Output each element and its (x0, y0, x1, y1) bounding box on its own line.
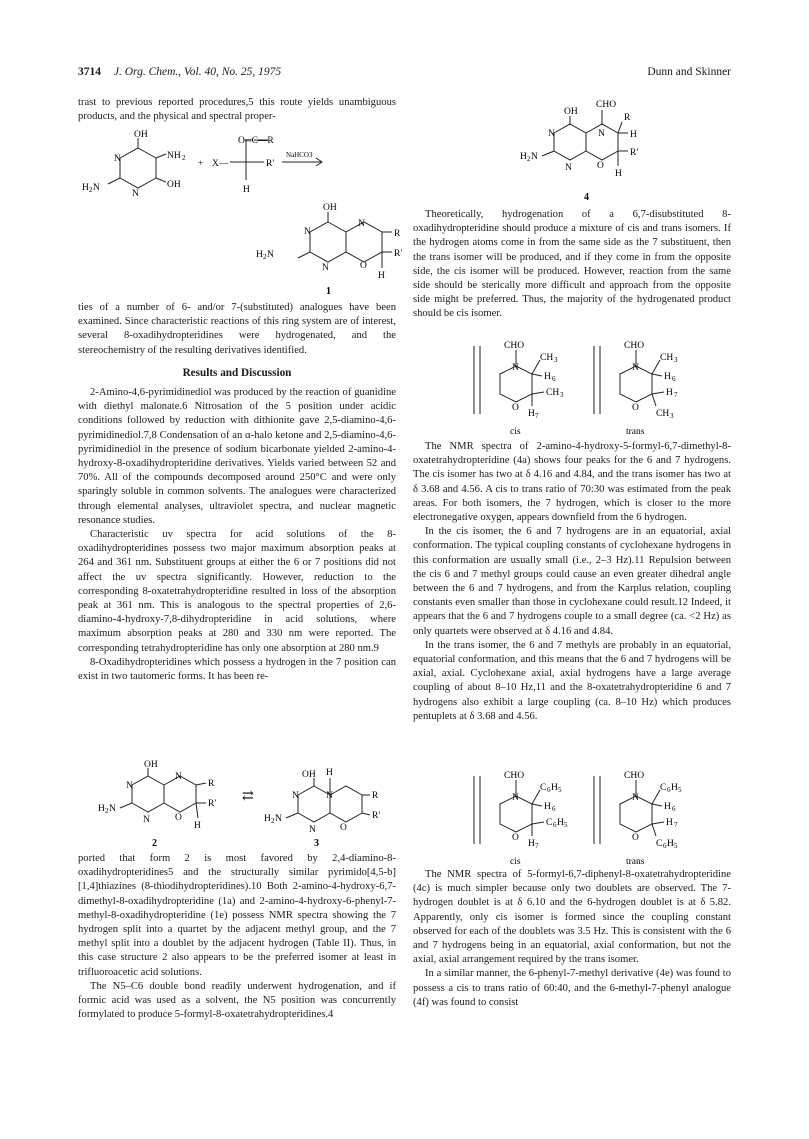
svg-text:NH: NH (167, 151, 181, 161)
svg-text:5: 5 (678, 786, 682, 794)
paragraph-cis-conformation: In the cis isomer, the 6 and 7 hydrogens are in an equatorial, axial conformation. The typical coupling constants of cyclohexane hydrogens in this conformation are usually small (i.e., 2–3 Hz).11 Repulsion between the cis 6 and 7 methyl groups could cause an even greater dihedral angle between the 6 and 7 hydrogens, and from the Karplus relation, coupling constants even smaller than those in cyclohexane could result.12 Indeed, it appears that the 6 and 7 hydrogens couple to a small degree (ca. <2 Hz) as only quartets were observed at δ 4.16 and 4.84. (413, 526, 731, 637)
svg-text:C: C (660, 783, 667, 793)
cis-caption-ph: cis (510, 857, 521, 867)
svg-text:5: 5 (564, 821, 568, 829)
svg-text:N: N (632, 793, 639, 803)
svg-text:3: 3 (674, 356, 678, 364)
reagent-label: NaHCO3 (286, 151, 313, 159)
svg-text:H: H (264, 814, 271, 824)
svg-text:H: H (243, 185, 250, 195)
svg-text:H: H (528, 409, 535, 419)
cis-caption-me: cis (510, 427, 521, 437)
page-number: 3714 (78, 66, 101, 78)
svg-text:2: 2 (527, 155, 531, 163)
equilibrium-arrow: ⇄ (242, 789, 254, 804)
svg-text:R′: R′ (394, 249, 403, 259)
svg-text:6: 6 (663, 842, 667, 850)
svg-text:6: 6 (672, 805, 676, 813)
paragraph-cis-trans-theory: Theoretically, hydrogenation of a 6,7-disubstituted 8-oxadihydropteridine should produce a mixture of cis and trans isomers. If the hydrogen atoms come in from the same side as the 7 substituent, then the trans isomer will be produced, and if they come in from the opposite side, the cis isomer will be produced. However, reaction from the same side should be sterically more difficult and approach from the opposite side might be preferred. Thus, the majority of the hydrogenated product should be cis isomer. (413, 209, 731, 320)
paragraph-tautomers: 8-Oxadihydropteridines which possess a hydrogen in the 7 position can exist in two tautomeric forms. It has been re- (78, 656, 396, 683)
paragraph-uv-spectra: Characteristic uv spectra for acid solutions of the 8-oxadihydropteridines possess two major maximum absorption peaks at 264 and 361 nm. Substituent groups at either the 6 or 7 positions did not affect the uv spectra significantly. However, reduction to the corresponding 8-oxatetrahydropteridine resulted in loss of the absorption peak at 361 nm. This is analogous to the spectral properties of 2,6-diamino-4-hydroxy-7,8-dihydropteridine in acid solutions, where maximum absorption peaks at 280 and 330 nm were reported. The corresponding tetrahydropteridine has only one absorption at 280 nm.9 (78, 529, 396, 654)
svg-text:N: N (632, 363, 639, 373)
right-column (413, 208, 731, 322)
intro-paragraph: trast to previous reported procedures,5 this route yields unambiguous products, and the physical and spectral proper- (78, 97, 396, 123)
svg-text:H: H (82, 183, 89, 193)
svg-text:6: 6 (667, 786, 671, 794)
svg-text:7: 7 (674, 391, 678, 399)
paragraph-synthesis: 2-Amino-4,6-pyrimidinediol was produced by the reaction of guanidine with diethyl malonate.6 Nitrosation of the 5 position under acidic conditions followed by reduction with dithionite gave 2,5-diamino-4,6-pyrimidinediol.7,8 Condensation of an α-halo ketone and 2,5-diamino-4,6-pyrimidinediol in the presence of sodium bicarbonate yielded 2-amino-4-hydroxy-8-oxadihydropteridine derivatives. Yields varied between 52 and 70%. All of the compounds decomposed around 250°C and were only sparingly soluble in common solvents. The analogues were characterized through elemental analyses, ultraviolet spectra, and nuclear magnetic resonance studies. (78, 387, 396, 526)
svg-text:N: N (512, 793, 519, 803)
svg-text:N: N (565, 163, 572, 173)
svg-text:R: R (624, 113, 631, 123)
svg-text:7: 7 (535, 842, 539, 850)
svg-text:O: O (512, 833, 519, 843)
authors-header: Dunn and Skinner (647, 66, 731, 78)
svg-text:O: O (632, 403, 639, 413)
svg-text:6: 6 (552, 805, 556, 813)
svg-text:3: 3 (554, 356, 558, 364)
svg-text:H: H (528, 839, 535, 849)
svg-text:H: H (194, 821, 201, 831)
svg-text:O: O (632, 833, 639, 843)
svg-text:7: 7 (674, 821, 678, 829)
svg-text:H: H (671, 783, 678, 793)
paragraph-hydrogenation: The N5–C6 double bond readily underwent hydrogenation, and if formic acid was used as a solvent, the N5 position was concurrently formylated to produce 5-formyl-8-oxatetrahydropteridines.4 (78, 980, 396, 1021)
svg-text:3: 3 (670, 412, 674, 420)
synthesis-scheme (78, 130, 403, 298)
svg-text:N: N (143, 815, 150, 825)
tautomer-scheme (78, 758, 398, 850)
compound-label-3: 3 (314, 838, 319, 849)
svg-text:O: O (340, 823, 347, 833)
paragraph-form-2: ported that form 2 is most favored by 2,4-diamino-8-oxadihydropteridines5 and the structurally similar pyrimido[4,5-b][1,4]thiazines (8-thiodihydropteridines).10 Both 2-amino-4-hydroxy-6,7-dimethyl-8-oxadihydropteridine (1a) and 2-amino-4-hydroxy-6-phenyl-7-methyl-8-oxadihydropteridine (1e) possess NMR spectra showing the 7 hydrogen split into a quartet by the adjacent methyl group, and the 7 methyl split into a doublet by the adjacent hydrogen (Table II). Thus, in this case structure 2 also appears to be the preferred isomer at least in trifluoroacetic acid solutions. (78, 853, 396, 978)
right-column-mid (413, 440, 731, 724)
svg-text:2: 2 (105, 807, 109, 815)
svg-text:N: N (548, 129, 555, 139)
compound-label-1: 1 (326, 286, 331, 297)
svg-text:O═C—R: O═C—R (238, 136, 274, 146)
trans-caption-me: trans (626, 427, 645, 437)
svg-text:H: H (630, 130, 637, 140)
svg-text:OH: OH (564, 107, 578, 117)
svg-text:CHO: CHO (504, 341, 525, 351)
svg-text:O: O (360, 261, 367, 271)
svg-text:N: N (531, 152, 538, 162)
svg-text:N: N (598, 129, 605, 139)
svg-text:OH: OH (323, 203, 337, 213)
diphenyl-isomers (460, 768, 700, 868)
svg-text:R′: R′ (266, 159, 275, 169)
paragraph-4e-4f: In a similar manner, the 6-phenyl-7-methyl derivative (4e) was found to possess a cis to trans ratio of 60:40, and the 6-methyl-7-phenyl analogue (4f) was found to consist (413, 968, 731, 1008)
svg-text:CH: CH (660, 353, 674, 363)
journal-citation: J. Org. Chem., Vol. 40, No. 25, 1975 (113, 66, 282, 78)
svg-text:3: 3 (560, 391, 564, 399)
svg-text:H: H (378, 271, 385, 281)
svg-text:N: N (132, 189, 139, 199)
svg-text:OH: OH (144, 760, 158, 770)
compound-label-4: 4 (584, 192, 589, 203)
plus-sign: + (198, 159, 204, 169)
svg-text:C: C (546, 818, 553, 828)
svg-text:R′: R′ (208, 799, 217, 809)
svg-text:N: N (267, 250, 274, 260)
svg-text:2: 2 (271, 817, 275, 825)
svg-text:5: 5 (674, 842, 678, 850)
svg-text:R: R (372, 791, 379, 801)
paragraph-nmr-4c: The NMR spectra of 5-formyl-6,7-diphenyl-8-oxatetrahydropteridine (4c) is much simpler because only two doublets are observed. The 7-hydrogen doublet is at δ 6.10 and the 6-hydrogen doublet is at δ 5.82. Apparently, only cis isomer is formed since the coupling constant observed for each of the doublets was 3.5 Hz. This is consistent with the 6 and 7 hydrogens being in an equatorial, axial conformation, but not the axial, axial arrangement required by the trans isomer. (413, 869, 731, 966)
svg-text:2: 2 (89, 186, 93, 194)
svg-text:OH: OH (167, 180, 181, 190)
svg-text:N: N (292, 791, 299, 801)
svg-text:X—: X— (212, 159, 229, 169)
paragraph-properties: ties of a number of 6- and/or 7-(substituted) analogues have been examined. Since characteristic reactions of this ring system are of interest, several 8-oxadihydropteridines were hydrogenated, and the stereochemistry of the resulting derivatives identified. (78, 302, 396, 356)
svg-text:H: H (666, 818, 673, 828)
right-column-end (413, 868, 731, 1010)
svg-text:CH: CH (540, 353, 554, 363)
svg-text:H: H (98, 804, 105, 814)
svg-text:6: 6 (547, 786, 551, 794)
svg-text:O: O (512, 403, 519, 413)
svg-text:H: H (667, 839, 674, 849)
trans-caption-ph: trans (626, 857, 645, 867)
svg-text:H: H (326, 768, 333, 778)
svg-text:5: 5 (558, 786, 562, 794)
svg-text:CHO: CHO (624, 341, 645, 351)
svg-text:OH: OH (134, 130, 148, 140)
svg-text:N: N (304, 227, 311, 237)
svg-text:CHO: CHO (596, 100, 617, 110)
svg-text:N: N (93, 183, 100, 193)
svg-text:N: N (175, 772, 182, 782)
svg-text:N: N (126, 781, 133, 791)
dimethyl-isomers (460, 338, 700, 438)
svg-text:2: 2 (263, 253, 267, 261)
svg-text:H: H (664, 372, 671, 382)
svg-text:7: 7 (535, 412, 539, 420)
section-heading: Results and Discussion (182, 366, 292, 379)
svg-text:O: O (597, 161, 604, 171)
svg-text:N: N (114, 154, 121, 164)
svg-text:N: N (309, 825, 316, 835)
svg-text:R: R (394, 229, 401, 239)
svg-text:H: H (615, 169, 622, 179)
svg-text:C: C (540, 783, 547, 793)
compound-label-2: 2 (152, 838, 157, 849)
svg-text:H: H (544, 802, 551, 812)
left-column (78, 96, 396, 124)
running-header (78, 66, 281, 78)
svg-text:CH: CH (546, 388, 560, 398)
svg-text:H: H (551, 783, 558, 793)
svg-text:R′: R′ (372, 811, 381, 821)
svg-text:N: N (326, 791, 333, 801)
svg-text:N: N (322, 263, 329, 273)
paragraph-trans-conformation: In the trans isomer, the 6 and 7 methyls are probably in an equatorial, equatorial conformation, and this means that the 6 and 7 hydrogens will be axial, axial. Cyclohexane axial, axial hydrogens have a large average coupling of about 8–10 Hz,11 and the 8-oxatetrahydropteridine 6 and 7 hydrogens also exhibit a large coupling (ca. 8–10 Hz) which produces pentuplets at δ 3.68 and 4.56. (413, 639, 731, 722)
svg-text:H: H (557, 818, 564, 828)
svg-text:H: H (544, 372, 551, 382)
svg-text:H: H (256, 250, 263, 260)
svg-text:6: 6 (672, 375, 676, 383)
svg-text:N: N (512, 363, 519, 373)
svg-text:R: R (208, 779, 215, 789)
svg-text:H: H (664, 802, 671, 812)
svg-text:6: 6 (552, 375, 556, 383)
left-column-end (78, 852, 396, 1022)
left-column-body (78, 301, 396, 684)
svg-text:C: C (656, 839, 663, 849)
svg-text:N: N (109, 804, 116, 814)
svg-text:CHO: CHO (504, 771, 525, 781)
svg-text:N: N (275, 814, 282, 824)
svg-text:H: H (520, 152, 527, 162)
svg-text:OH: OH (302, 770, 316, 780)
svg-text:2: 2 (182, 154, 186, 162)
svg-text:O: O (175, 813, 182, 823)
compound-4-structure (500, 96, 670, 204)
svg-text:H: H (666, 388, 673, 398)
svg-text:N: N (358, 219, 365, 229)
svg-text:CHO: CHO (624, 771, 645, 781)
paragraph-nmr-4a: The NMR spectra of 2-amino-4-hydroxy-5-formyl-6,7-dimethyl-8-oxatetrahydropteridine (4a) shows four peaks for the 6 and 7 hydrogens. The cis isomer has two at δ 4.16 and 4.84, and the trans isomer has two at δ 3.68 and 4.56. A cis to trans ratio of 70:30 was estimated from the peak areas. For both isomers, the 7 hydrogen, which is closer to the more electronegative oxygen, appears downfield from the 6 hydrogen. (413, 441, 731, 524)
svg-text:6: 6 (553, 821, 557, 829)
svg-text:CH: CH (656, 409, 670, 419)
svg-text:R′: R′ (630, 148, 639, 158)
